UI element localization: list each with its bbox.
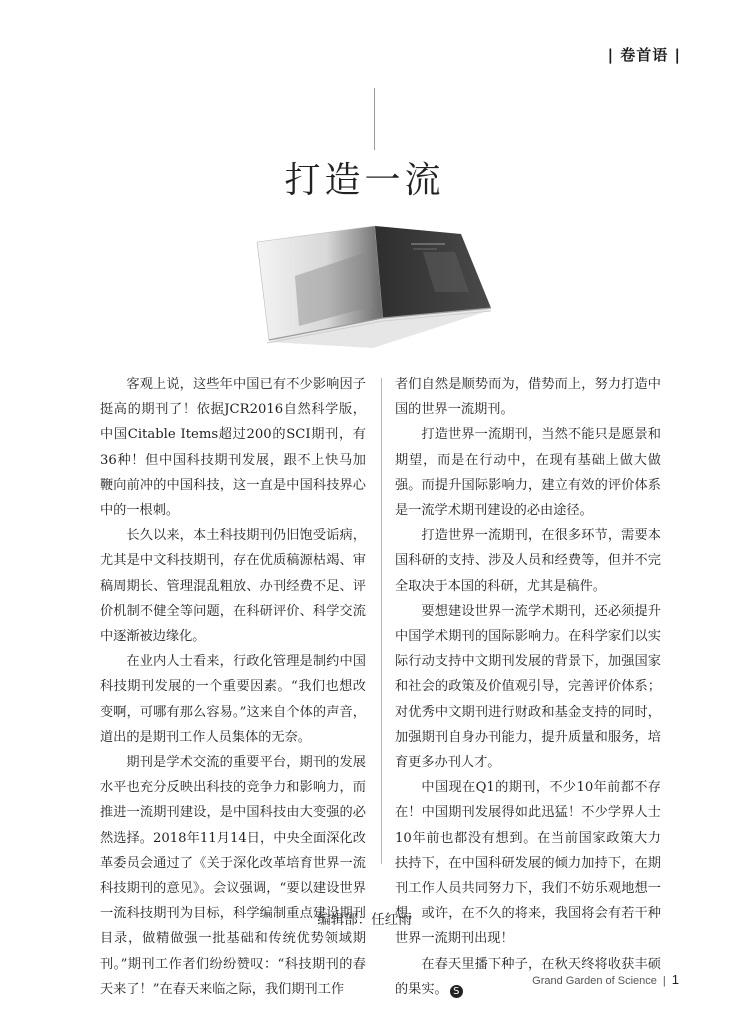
paragraph: 期刊是学术交流的重要平台，期刊的发展水平也充分反映出科技的竞争力和影响力，而推进一流期刊建设，是中国科技由大变强的必然选择。2018年11月14日，中央全面深化改革委员会通过了《关于深化改革培育世界一流科技期刊的意见》。会议强调，“要以建设世界一流科技期刊为目标，科学编制重点建设期刊目录，做精做强一批基础和传统优势领域期刊。”期刊工作者们纷纷赞叹：“科技期刊的春天来了！”在春天来临之际，我们期刊工作	[100, 755, 366, 997]
open-magazine-image	[255, 222, 495, 350]
paragraph: 中国现在Q1的期刊，不少10年前都不存在！中国期刊发展得如此迅猛！不少学界人士10年前也都没有想到。在当前国家政策大力扶持下，在中国科研发展的倾力加持下，在期刊工作人员共同努力下，我们不妨乐观地想一想，或许，在不久的将来，我国将会有若干种世界一流期刊出现！	[395, 780, 661, 947]
journal-name: Grand Garden of Science	[532, 975, 657, 987]
page-number: 1	[671, 972, 679, 987]
page-footer	[532, 972, 679, 987]
paragraph: 打造世界一流期刊，在很多环节，需要本国科研的支持、涉及人员和经费等，但并不完全取决于本国的科研，尤其是稿件。	[395, 528, 661, 594]
top-vertical-rule	[374, 88, 375, 150]
paragraph: 在业内人士看来，行政化管理是制约中国科技期刊发展的一个重要因素。“我们也想改变啊，可哪有那么容易。”这来自个体的声音，道出的是期刊工作人员集体的无奈。	[100, 654, 366, 745]
closing-text: 在春天里播下种子，在秋天终将收获丰硕的果实。	[395, 956, 661, 997]
article-title: 打造一流	[284, 160, 445, 201]
section-tag: | 卷首语 |	[607, 46, 681, 64]
paragraph: 者们自然是顺势而为，借势而上，努力打造中国的世界一流期刊。	[395, 377, 661, 418]
end-mark-icon: S	[450, 985, 463, 998]
footer-separator: |	[662, 975, 666, 987]
paragraph: 打造世界一流期刊，当然不能只是愿景和期望，而是在行动中，在现有基础上做大做强。而提升国际影响力，建立有效的评价体系是一流学术期刊建设的必由途径。	[395, 427, 661, 519]
paragraph: 要想建设世界一流学术期刊，还必须提升中国学术期刊的国际影响力。在科学家们以实际行动支持中文期刊发展的背景下，加强国家和社会的政策及价值观引导，完善评价体系；对优秀中文期刊进行财政和基金支持的同时，加强期刊自身办刊能力，提升质量和服务，培育更多办刊人才。	[395, 603, 661, 771]
paragraph: 客观上说，这些年中国已有不少影响因子挺高的期刊了！依据JCR2016自然科学版，中国Citable Items超过200的SCI期刊，有36种！但中国科技期刊发展，跟不上快马加鞭向前冲的中国科技，这一直是中国科技界心中的一根刺。	[100, 377, 366, 519]
paragraph: 长久以来，本土科技期刊仍旧饱受诟病，尤其是中文科技期刊，存在优质稿源枯竭、审稿周期长、管理混乱粗放、办刊经费不足、评价机制不健全等问题，在科研评价、科学交流中逐渐被边缘化。	[100, 528, 366, 645]
editor-credit: 编辑部：任红雨	[317, 912, 412, 928]
